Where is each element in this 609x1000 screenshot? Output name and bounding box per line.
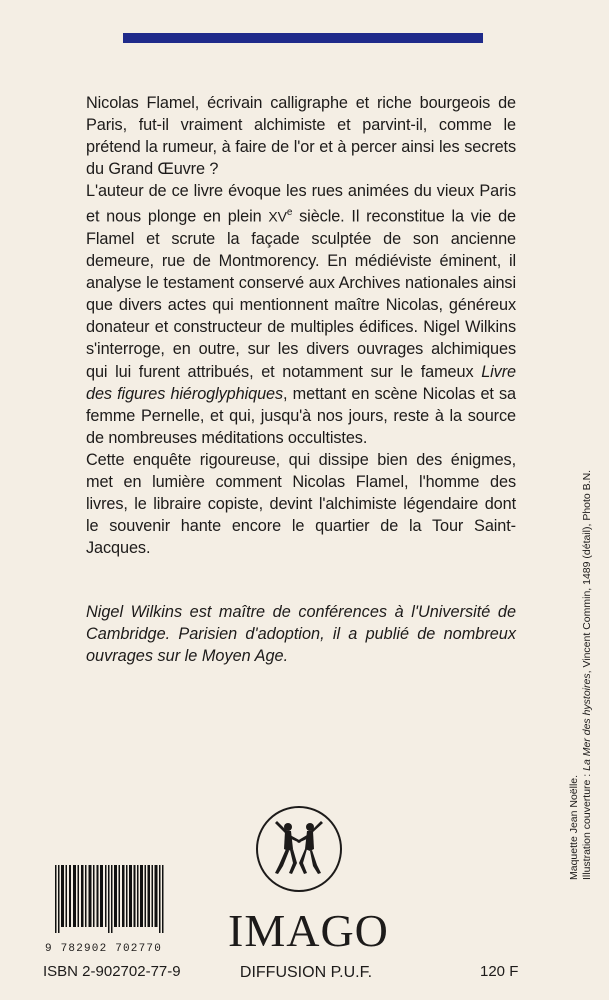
blurb-p2-text-end: , mettant en scène Nicolas et sa femme Pernelle, et qui, jusqu'à nos jours, reste à la source de nombreuses méditations occultistes.: [86, 384, 516, 447]
publisher-logo-text: IMAGO: [228, 905, 389, 956]
price-label: 120 F: [480, 963, 519, 980]
blurb-paragraph-3: Cette enquête rigoureuse, qui dissipe bien des énigmes, met en lumière comment Nicolas Flamel, l'homme des livres, le libraire copiste, devint l'alchimiste légendaire dont le souvenir hante encore le quartier de la Tour Saint-Jacques.: [86, 450, 516, 558]
credits-suffix: , Vincent Commin, 1489 (détail), Photo B.N.: [581, 469, 593, 674]
credits-line-1: Maquette Jean Noëlle.: [568, 774, 580, 880]
credits-prefix: Illustration couverture :: [581, 770, 593, 880]
century-superscript: e: [286, 207, 293, 219]
back-cover-blurb: [86, 92, 516, 559]
credits-title: La Mer des hystoires: [581, 673, 593, 771]
blurb-paragraph-2: [86, 180, 516, 449]
top-accent-bar: [123, 33, 483, 43]
distribution-label: DIFFUSION P.U.F.: [239, 964, 373, 981]
book-title-italic: Livre des figures hiéroglyphiques: [86, 362, 516, 403]
barcode-icon: [55, 865, 165, 933]
dancing-figures-emblem-icon: [255, 805, 343, 893]
vertical-credits: [568, 460, 594, 880]
blurb-p2-text-cont: siècle. Il reconstitue la vie de Flamel et scrute la façade sculptée de son ancienne demeure, rue de Montmorency. En médiéviste éminent, il analyse le testament conservé aux Archives nationales ainsi que divers actes qui mentionnent maître Nicolas, généreux donateur et constructeur de multiples édifices. Nigel Wilkins s'interroge, en outre, sur les divers ouvrages alchimiques qui lui furent attribués, et notamment sur le fameux: [86, 207, 516, 381]
century-numeral: XV: [268, 208, 287, 225]
blurb-paragraph-1: Nicolas Flamel, écrivain calligraphe et riche bourgeois de Paris, fut-il vraiment alchimiste et parvint-il, comme le prétend la rumeur, à faire de l'or et à percer ainsi les secrets du Grand Œuvre ?: [86, 94, 516, 179]
credits-line-2: [581, 460, 594, 880]
isbn-label: ISBN 2-902702-77-9: [43, 963, 181, 980]
author-note: Nigel Wilkins est maître de conférences à l'Université de Cambridge. Parisien d'adoption, il a publié de nombreux ouvrages sur le Moyen Age.: [86, 603, 516, 666]
blurb-p2-text: L'auteur de ce livre évoque les rues animées du vieux Paris et nous plonge en plein: [86, 182, 516, 226]
barcode-digits: 9 782902 702770: [45, 943, 163, 955]
